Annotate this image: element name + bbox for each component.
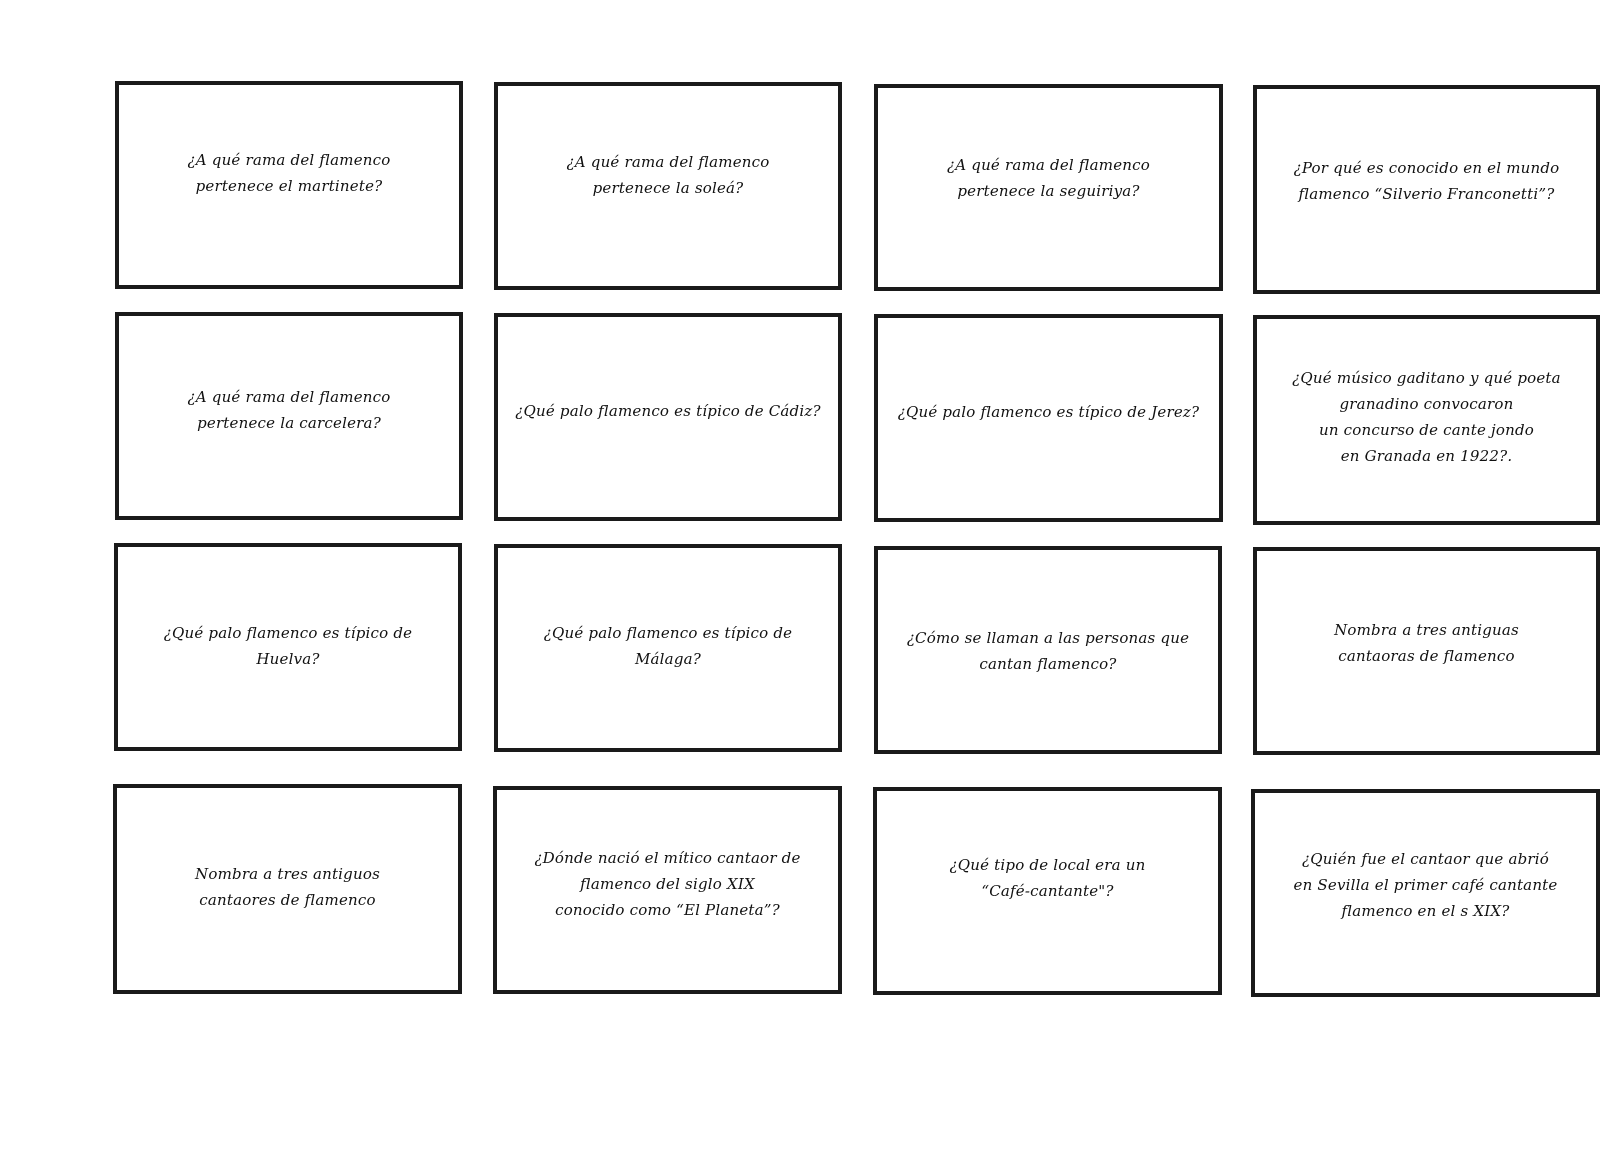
- question-card: [113, 784, 462, 994]
- question-card: [493, 786, 842, 994]
- question-card: [494, 544, 842, 752]
- question-card: [1253, 315, 1600, 525]
- question-text: ¿Cómo se llaman a las personas que cantan flamenco?: [906, 629, 1190, 673]
- question-card: [1253, 85, 1600, 294]
- question-text: ¿A qué rama del flamenco pertenece la seguiriya?: [947, 155, 1150, 200]
- question-card: [874, 546, 1222, 754]
- question-card: [874, 314, 1223, 522]
- question-text: ¿Qué palo flamenco es típico de Jerez?: [897, 403, 1200, 421]
- question-card: [494, 313, 842, 521]
- question-text: ¿A qué rama del flamenco pertenece la carcelera?: [187, 388, 391, 432]
- question-card: [114, 543, 462, 751]
- question-text: ¿Dónde nació el mítico cantaor de flamenco del siglo XIX conocido como “El Planeta”?: [534, 849, 801, 919]
- question-text: Nombra a tres antiguas cantaoras de flamenco: [1334, 621, 1519, 665]
- question-text: ¿Qué palo flamenco es típico de Huelva?: [163, 624, 413, 668]
- question-text: ¿Qué músico gaditano y qué poeta granadino convocaron un concurso de cante jondo en Granada en 1922?.: [1292, 369, 1561, 465]
- question-card: [115, 312, 463, 520]
- question-text: ¿Qué tipo de local era un “Café-cantante"?: [949, 856, 1146, 900]
- question-text: Nombra a tres antiguos cantaores de flamenco: [195, 865, 380, 909]
- question-text: ¿Por qué es conocido en el mundo flamenco “Silverio Franconetti”?: [1293, 158, 1560, 203]
- question-card: [494, 82, 842, 290]
- question-text: ¿Quién fue el cantaor que abrió en Sevilla el primer café cantante flamenco en el s XIX?: [1293, 850, 1558, 920]
- question-card: [1251, 789, 1600, 997]
- question-card: [873, 787, 1222, 995]
- question-text: ¿A qué rama del flamenco pertenece el martinete?: [187, 151, 391, 195]
- question-text: ¿A qué rama del flamenco pertenece la soleá?: [566, 153, 770, 197]
- question-text: ¿Qué palo flamenco es típico de Cádiz?: [515, 402, 821, 420]
- question-card: [874, 84, 1223, 291]
- question-text: ¿Qué palo flamenco es típico de Málaga?: [543, 624, 793, 668]
- question-card: [1253, 547, 1600, 755]
- question-card: [115, 81, 463, 289]
